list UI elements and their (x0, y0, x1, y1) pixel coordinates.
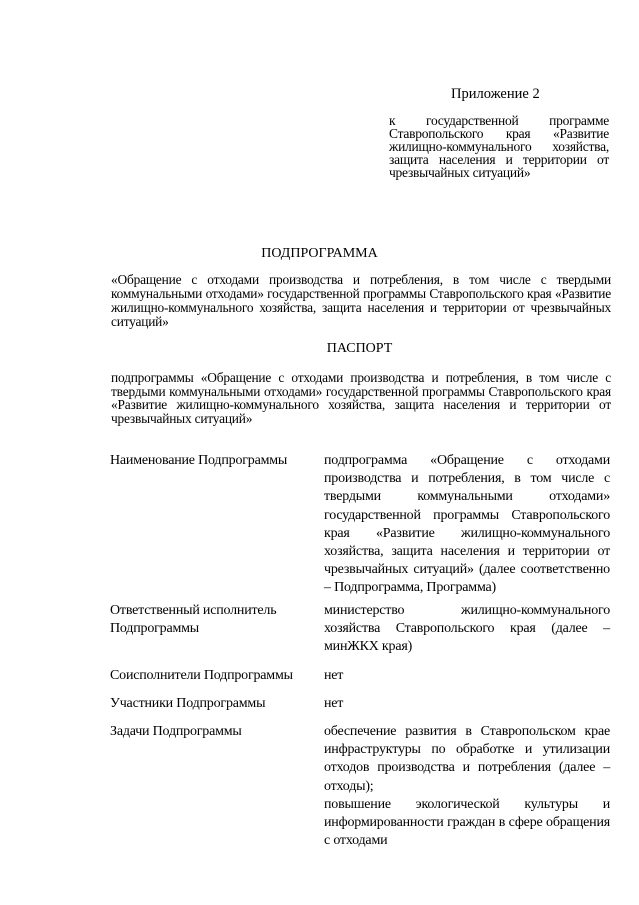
subprogram-heading: ПОДПРОГРАММА (261, 246, 378, 261)
row-value (324, 723, 610, 850)
row-value: подпрограмма «Обращение с отходами производства и потребления, в том числе с твердыми коммунальными отходами» государственной программы Ставропольского края «Развитие жилищно-коммунального хозяйства, защита населения и территории от чрезвычайных ситуаций» (далее соответственно – Подпрограмма, Программа) (324, 453, 610, 596)
row-value: министерство жилищно-коммунального хозяйства Ставропольского края (далее – минЖКХ края) (324, 603, 610, 655)
passport-subtitle: подпрограммы «Обращение с отходами производства и потребления, в том числе с твердыми коммунальными отходами» государственной программы Ставропольского края «Развитие жилищно-коммунального хозяйства, защита населения и территории от чрезвычайных ситуаций» (111, 370, 611, 426)
row-label: Ответственный исполнитель Подпрограммы (110, 603, 277, 636)
appendix-title: Приложение 2 (451, 86, 540, 102)
row-value: нет (324, 696, 344, 711)
task-item: повышение экологической культуры и информированности граждан в сфере обращения с отходами (324, 796, 610, 849)
appendix-reference: к государственной программе Ставропольского края «Развитие жилищно-коммунального хозяйства, защита населения и территории от чрезвычайных ситуаций» (389, 113, 609, 180)
row-label: Задачи Подпрограммы (110, 724, 242, 739)
subprogram-title: «Обращение с отходами производства и потребления, в том числе с твердыми коммунальными отходами» государственной программы Ставропольского края «Развитие жилищно-коммунального хозяйства, защита населения и территории от чрезвычайных ситуаций» (111, 272, 611, 329)
row-label: Соисполнители Подпрограммы (110, 668, 293, 683)
row-value: нет (324, 668, 344, 683)
row-label: Наименование Подпрограммы (110, 453, 288, 468)
passport-heading: ПАСПОРТ (326, 341, 393, 356)
task-item: обеспечение развития в Ставропольском крае инфраструктуры по обработке и утилизации отходов производства и потребления (далее – отходы); (324, 724, 610, 794)
row-label: Участники Подпрограммы (110, 696, 266, 711)
